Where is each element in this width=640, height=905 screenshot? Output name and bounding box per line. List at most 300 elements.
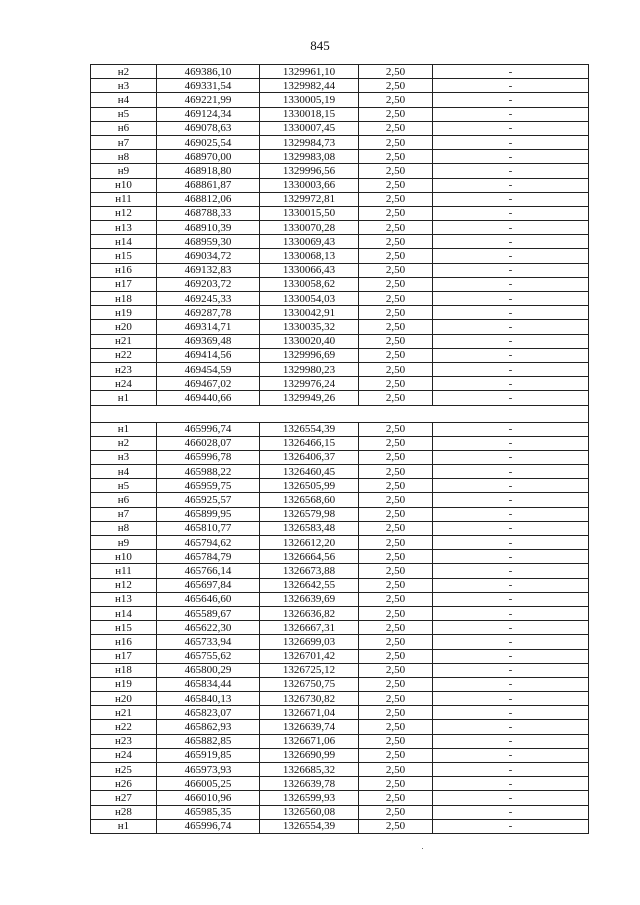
y-coordinate-cell: 1329984,73: [260, 135, 359, 149]
table-row: [91, 348, 589, 362]
table-row: [91, 720, 589, 734]
y-coordinate-cell: 1326671,04: [260, 706, 359, 720]
y-coordinate-cell: 1329983,08: [260, 150, 359, 164]
accuracy-cell: 2,50: [359, 578, 433, 592]
table-row: [91, 263, 589, 277]
x-coordinate-cell: 465882,85: [157, 734, 260, 748]
x-coordinate-cell: 465823,07: [157, 706, 260, 720]
x-coordinate-cell: 465959,75: [157, 479, 260, 493]
point-name-cell: н24: [91, 377, 157, 391]
accuracy-cell: 2,50: [359, 493, 433, 507]
accuracy-cell: 2,50: [359, 592, 433, 606]
y-coordinate-cell: 1326583,48: [260, 521, 359, 535]
y-coordinate-cell: 1330070,28: [260, 221, 359, 235]
table-row: [91, 777, 589, 791]
x-coordinate-cell: 469034,72: [157, 249, 260, 263]
point-name-cell: н21: [91, 334, 157, 348]
y-coordinate-cell: 1329961,10: [260, 65, 359, 79]
accuracy-cell: 2,50: [359, 377, 433, 391]
notes-cell: -: [433, 107, 589, 121]
table-row: [91, 677, 589, 691]
x-coordinate-cell: 466005,25: [157, 777, 260, 791]
point-name-cell: н20: [91, 692, 157, 706]
table-row: [91, 479, 589, 493]
notes-cell: -: [433, 306, 589, 320]
point-name-cell: н5: [91, 479, 157, 493]
x-coordinate-cell: 469287,78: [157, 306, 260, 320]
y-coordinate-cell: 1326667,31: [260, 621, 359, 635]
notes-cell: -: [433, 649, 589, 663]
table-row: [91, 277, 589, 291]
notes-cell: -: [433, 805, 589, 819]
notes-cell: -: [433, 621, 589, 635]
accuracy-cell: 2,50: [359, 277, 433, 291]
table-row: [91, 649, 589, 663]
x-coordinate-cell: 468788,33: [157, 206, 260, 220]
notes-cell: -: [433, 235, 589, 249]
x-coordinate-cell: 469025,54: [157, 135, 260, 149]
notes-cell: -: [433, 292, 589, 306]
x-coordinate-cell: 465899,95: [157, 507, 260, 521]
point-name-cell: н15: [91, 621, 157, 635]
point-name-cell: н17: [91, 649, 157, 663]
x-coordinate-cell: 465784,79: [157, 550, 260, 564]
table-row: [91, 763, 589, 777]
accuracy-cell: 2,50: [359, 564, 433, 578]
table-row: [91, 178, 589, 192]
x-coordinate-cell: 465755,62: [157, 649, 260, 663]
point-name-cell: н21: [91, 706, 157, 720]
point-name-cell: н16: [91, 635, 157, 649]
point-name-cell: н1: [91, 422, 157, 436]
y-coordinate-cell: 1326685,32: [260, 763, 359, 777]
table-row: [91, 635, 589, 649]
y-coordinate-cell: 1329972,81: [260, 192, 359, 206]
point-name-cell: н7: [91, 135, 157, 149]
x-coordinate-cell: 469331,54: [157, 79, 260, 93]
y-coordinate-cell: 1329976,24: [260, 377, 359, 391]
point-name-cell: н6: [91, 121, 157, 135]
x-coordinate-cell: 465840,13: [157, 692, 260, 706]
notes-cell: -: [433, 362, 589, 376]
notes-cell: -: [433, 734, 589, 748]
accuracy-cell: 2,50: [359, 621, 433, 635]
notes-cell: -: [433, 720, 589, 734]
x-coordinate-cell: 469245,33: [157, 292, 260, 306]
y-coordinate-cell: 1326642,55: [260, 578, 359, 592]
x-coordinate-cell: 468959,30: [157, 235, 260, 249]
x-coordinate-cell: 465862,93: [157, 720, 260, 734]
coordinates-table-body: [91, 65, 589, 834]
y-coordinate-cell: 1326725,12: [260, 663, 359, 677]
y-coordinate-cell: 1330058,62: [260, 277, 359, 291]
notes-cell: -: [433, 377, 589, 391]
x-coordinate-cell: 465973,93: [157, 763, 260, 777]
point-name-cell: н19: [91, 677, 157, 691]
y-coordinate-cell: 1329996,56: [260, 164, 359, 178]
y-coordinate-cell: 1330054,03: [260, 292, 359, 306]
point-name-cell: н14: [91, 606, 157, 620]
accuracy-cell: 2,50: [359, 221, 433, 235]
point-name-cell: н6: [91, 493, 157, 507]
accuracy-cell: 2,50: [359, 292, 433, 306]
point-name-cell: н1: [91, 819, 157, 833]
x-coordinate-cell: 465925,57: [157, 493, 260, 507]
point-name-cell: н17: [91, 277, 157, 291]
table-row: [91, 436, 589, 450]
notes-cell: -: [433, 507, 589, 521]
accuracy-cell: 2,50: [359, 479, 433, 493]
table-separator-row: [91, 405, 589, 422]
point-name-cell: н13: [91, 592, 157, 606]
x-coordinate-cell: 465810,77: [157, 521, 260, 535]
y-coordinate-cell: 1326750,75: [260, 677, 359, 691]
accuracy-cell: 2,50: [359, 107, 433, 121]
y-coordinate-cell: 1330003,66: [260, 178, 359, 192]
point-name-cell: н12: [91, 578, 157, 592]
point-name-cell: н8: [91, 150, 157, 164]
y-coordinate-cell: 1330020,40: [260, 334, 359, 348]
accuracy-cell: 2,50: [359, 391, 433, 405]
point-name-cell: н23: [91, 362, 157, 376]
accuracy-cell: 2,50: [359, 135, 433, 149]
notes-cell: -: [433, 192, 589, 206]
point-name-cell: н7: [91, 507, 157, 521]
coordinates-table: [90, 64, 589, 834]
accuracy-cell: 2,50: [359, 720, 433, 734]
x-coordinate-cell: 465622,30: [157, 621, 260, 635]
x-coordinate-cell: 469386,10: [157, 65, 260, 79]
x-coordinate-cell: 465697,84: [157, 578, 260, 592]
accuracy-cell: 2,50: [359, 663, 433, 677]
x-coordinate-cell: 469124,34: [157, 107, 260, 121]
y-coordinate-cell: 1329980,23: [260, 362, 359, 376]
x-coordinate-cell: 469369,48: [157, 334, 260, 348]
accuracy-cell: 2,50: [359, 536, 433, 550]
y-coordinate-cell: 1330007,45: [260, 121, 359, 135]
notes-cell: -: [433, 777, 589, 791]
point-name-cell: н2: [91, 436, 157, 450]
notes-cell: -: [433, 79, 589, 93]
notes-cell: -: [433, 277, 589, 291]
point-name-cell: н22: [91, 720, 157, 734]
notes-cell: -: [433, 791, 589, 805]
notes-cell: -: [433, 706, 589, 720]
accuracy-cell: 2,50: [359, 362, 433, 376]
point-name-cell: н4: [91, 465, 157, 479]
notes-cell: -: [433, 479, 589, 493]
notes-cell: -: [433, 422, 589, 436]
point-name-cell: н23: [91, 734, 157, 748]
accuracy-cell: 2,50: [359, 465, 433, 479]
point-name-cell: н3: [91, 79, 157, 93]
y-coordinate-cell: 1330018,15: [260, 107, 359, 121]
y-coordinate-cell: 1330069,43: [260, 235, 359, 249]
table-row: [91, 493, 589, 507]
y-coordinate-cell: 1326701,42: [260, 649, 359, 663]
accuracy-cell: 2,50: [359, 606, 433, 620]
table-row: [91, 391, 589, 405]
point-name-cell: н13: [91, 221, 157, 235]
x-coordinate-cell: 465996,74: [157, 422, 260, 436]
point-name-cell: н2: [91, 65, 157, 79]
x-coordinate-cell: 465834,44: [157, 677, 260, 691]
accuracy-cell: 2,50: [359, 819, 433, 833]
notes-cell: -: [433, 135, 589, 149]
y-coordinate-cell: 1329982,44: [260, 79, 359, 93]
accuracy-cell: 2,50: [359, 521, 433, 535]
point-name-cell: н9: [91, 164, 157, 178]
notes-cell: -: [433, 663, 589, 677]
point-name-cell: н9: [91, 536, 157, 550]
y-coordinate-cell: 1330042,91: [260, 306, 359, 320]
x-coordinate-cell: 465733,94: [157, 635, 260, 649]
table-row: [91, 564, 589, 578]
point-name-cell: н4: [91, 93, 157, 107]
point-name-cell: н3: [91, 450, 157, 464]
table-row: [91, 306, 589, 320]
table-row: [91, 235, 589, 249]
table-row: [91, 334, 589, 348]
table-row: [91, 107, 589, 121]
x-coordinate-cell: 469221,99: [157, 93, 260, 107]
y-coordinate-cell: 1329996,69: [260, 348, 359, 362]
notes-cell: -: [433, 592, 589, 606]
accuracy-cell: 2,50: [359, 763, 433, 777]
accuracy-cell: 2,50: [359, 320, 433, 334]
y-coordinate-cell: 1326612,20: [260, 536, 359, 550]
point-name-cell: н11: [91, 564, 157, 578]
table-row: [91, 706, 589, 720]
y-coordinate-cell: 1326599,93: [260, 791, 359, 805]
y-coordinate-cell: 1330068,13: [260, 249, 359, 263]
table-row: [91, 164, 589, 178]
table-row: [91, 734, 589, 748]
x-coordinate-cell: 465919,85: [157, 748, 260, 762]
accuracy-cell: 2,50: [359, 734, 433, 748]
notes-cell: -: [433, 178, 589, 192]
point-name-cell: н10: [91, 178, 157, 192]
point-name-cell: н8: [91, 521, 157, 535]
accuracy-cell: 2,50: [359, 79, 433, 93]
y-coordinate-cell: 1326673,88: [260, 564, 359, 578]
point-name-cell: н1: [91, 391, 157, 405]
scan-speck: [422, 848, 423, 849]
notes-cell: -: [433, 465, 589, 479]
point-name-cell: н20: [91, 320, 157, 334]
y-coordinate-cell: 1326505,99: [260, 479, 359, 493]
accuracy-cell: 2,50: [359, 263, 433, 277]
table-row: [91, 536, 589, 550]
x-coordinate-cell: 469467,02: [157, 377, 260, 391]
point-name-cell: н28: [91, 805, 157, 819]
y-coordinate-cell: 1326639,69: [260, 592, 359, 606]
notes-cell: -: [433, 692, 589, 706]
x-coordinate-cell: 469440,66: [157, 391, 260, 405]
table-row: [91, 422, 589, 436]
accuracy-cell: 2,50: [359, 348, 433, 362]
accuracy-cell: 2,50: [359, 192, 433, 206]
point-name-cell: н11: [91, 192, 157, 206]
y-coordinate-cell: 1330035,32: [260, 320, 359, 334]
point-name-cell: н15: [91, 249, 157, 263]
table-row: [91, 550, 589, 564]
accuracy-cell: 2,50: [359, 791, 433, 805]
x-coordinate-cell: 468918,80: [157, 164, 260, 178]
table-row: [91, 221, 589, 235]
x-coordinate-cell: 469314,71: [157, 320, 260, 334]
accuracy-cell: 2,50: [359, 649, 433, 663]
notes-cell: -: [433, 221, 589, 235]
y-coordinate-cell: 1326554,39: [260, 819, 359, 833]
x-coordinate-cell: 465996,74: [157, 819, 260, 833]
y-coordinate-cell: 1326406,37: [260, 450, 359, 464]
notes-cell: -: [433, 348, 589, 362]
table-row: [91, 791, 589, 805]
notes-cell: -: [433, 320, 589, 334]
notes-cell: -: [433, 164, 589, 178]
accuracy-cell: 2,50: [359, 164, 433, 178]
y-coordinate-cell: 1326560,08: [260, 805, 359, 819]
notes-cell: -: [433, 677, 589, 691]
notes-cell: -: [433, 263, 589, 277]
y-coordinate-cell: 1326579,98: [260, 507, 359, 521]
y-coordinate-cell: 1330005,19: [260, 93, 359, 107]
notes-cell: -: [433, 206, 589, 220]
x-coordinate-cell: 465589,67: [157, 606, 260, 620]
point-name-cell: н25: [91, 763, 157, 777]
notes-cell: -: [433, 763, 589, 777]
point-name-cell: н18: [91, 663, 157, 677]
accuracy-cell: 2,50: [359, 450, 433, 464]
notes-cell: -: [433, 521, 589, 535]
accuracy-cell: 2,50: [359, 422, 433, 436]
y-coordinate-cell: 1326730,82: [260, 692, 359, 706]
table-row: [91, 377, 589, 391]
y-coordinate-cell: 1326639,74: [260, 720, 359, 734]
table-row: [91, 521, 589, 535]
point-name-cell: н5: [91, 107, 157, 121]
x-coordinate-cell: 465985,35: [157, 805, 260, 819]
table-row: [91, 606, 589, 620]
x-coordinate-cell: 469414,56: [157, 348, 260, 362]
notes-cell: -: [433, 550, 589, 564]
notes-cell: -: [433, 819, 589, 833]
y-coordinate-cell: 1326554,39: [260, 422, 359, 436]
point-name-cell: н27: [91, 791, 157, 805]
notes-cell: -: [433, 493, 589, 507]
accuracy-cell: 2,50: [359, 178, 433, 192]
table-row: [91, 93, 589, 107]
notes-cell: -: [433, 436, 589, 450]
y-coordinate-cell: 1326466,15: [260, 436, 359, 450]
table-row: [91, 465, 589, 479]
accuracy-cell: 2,50: [359, 93, 433, 107]
notes-cell: -: [433, 65, 589, 79]
x-coordinate-cell: 466028,07: [157, 436, 260, 450]
x-coordinate-cell: 469078,63: [157, 121, 260, 135]
table-row: [91, 65, 589, 79]
accuracy-cell: 2,50: [359, 306, 433, 320]
x-coordinate-cell: 468812,06: [157, 192, 260, 206]
accuracy-cell: 2,50: [359, 121, 433, 135]
table-row: [91, 79, 589, 93]
accuracy-cell: 2,50: [359, 635, 433, 649]
point-name-cell: н18: [91, 292, 157, 306]
x-coordinate-cell: 468910,39: [157, 221, 260, 235]
y-coordinate-cell: 1326671,06: [260, 734, 359, 748]
notes-cell: -: [433, 150, 589, 164]
accuracy-cell: 2,50: [359, 65, 433, 79]
table-row: [91, 819, 589, 833]
accuracy-cell: 2,50: [359, 249, 433, 263]
accuracy-cell: 2,50: [359, 150, 433, 164]
x-coordinate-cell: 468970,00: [157, 150, 260, 164]
notes-cell: -: [433, 121, 589, 135]
x-coordinate-cell: 466010,96: [157, 791, 260, 805]
x-coordinate-cell: 468861,87: [157, 178, 260, 192]
table-row: [91, 748, 589, 762]
notes-cell: -: [433, 536, 589, 550]
table-row: [91, 249, 589, 263]
notes-cell: -: [433, 635, 589, 649]
accuracy-cell: 2,50: [359, 677, 433, 691]
y-coordinate-cell: 1326568,60: [260, 493, 359, 507]
y-coordinate-cell: 1326636,82: [260, 606, 359, 620]
y-coordinate-cell: 1329949,26: [260, 391, 359, 405]
notes-cell: -: [433, 450, 589, 464]
table-row: [91, 150, 589, 164]
table-row: [91, 320, 589, 334]
accuracy-cell: 2,50: [359, 334, 433, 348]
table-row: [91, 362, 589, 376]
table-row: [91, 578, 589, 592]
notes-cell: -: [433, 748, 589, 762]
table-row: [91, 135, 589, 149]
y-coordinate-cell: 1330066,43: [260, 263, 359, 277]
point-name-cell: н24: [91, 748, 157, 762]
point-name-cell: н22: [91, 348, 157, 362]
notes-cell: -: [433, 334, 589, 348]
point-name-cell: н26: [91, 777, 157, 791]
table-row: [91, 805, 589, 819]
x-coordinate-cell: 465794,62: [157, 536, 260, 550]
accuracy-cell: 2,50: [359, 706, 433, 720]
table-row: [91, 621, 589, 635]
table-row: [91, 663, 589, 677]
table-row: [91, 121, 589, 135]
x-coordinate-cell: 465766,14: [157, 564, 260, 578]
accuracy-cell: 2,50: [359, 235, 433, 249]
x-coordinate-cell: 465988,22: [157, 465, 260, 479]
table-row: [91, 192, 589, 206]
notes-cell: -: [433, 93, 589, 107]
accuracy-cell: 2,50: [359, 777, 433, 791]
table-row: [91, 592, 589, 606]
table-row: [91, 450, 589, 464]
point-name-cell: н14: [91, 235, 157, 249]
table-row: [91, 206, 589, 220]
notes-cell: -: [433, 564, 589, 578]
y-coordinate-cell: 1326639,78: [260, 777, 359, 791]
accuracy-cell: 2,50: [359, 550, 433, 564]
y-coordinate-cell: 1326690,99: [260, 748, 359, 762]
table-row: [91, 692, 589, 706]
point-name-cell: н16: [91, 263, 157, 277]
point-name-cell: н12: [91, 206, 157, 220]
x-coordinate-cell: 465800,29: [157, 663, 260, 677]
accuracy-cell: 2,50: [359, 436, 433, 450]
